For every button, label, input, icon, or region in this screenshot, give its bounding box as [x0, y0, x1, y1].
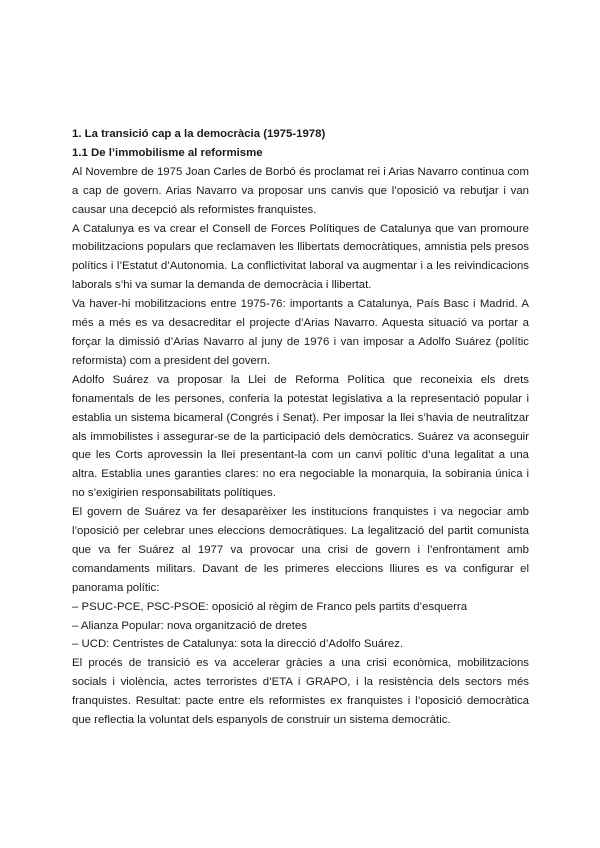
paragraph-5: El govern de Suárez va fer desaparèixer les institucions franquistes i va negociar amb l’oposició per celebrar unes eleccions democràtiques. La legalització del partit comunista que va fer Suárez al 1977 va provocar una crisi de govern i l’enfrontament amb comandaments militars. Davant de les primeres eleccions lliures es va configurar el panorama polític:	[72, 506, 529, 594]
paragraph-3: Va haver-hi mobilitzacions entre 1975-76: importants a Catalunya, País Basc i Madrid. A més a més es va desacreditar el projecte d’Arias Navarro. Aquesta situació va portar a forçar la dimissió d’Arias Navarro al juny de 1976 i van imposar a Adolfo Suárez (polític reformista) com a president del govern.	[72, 298, 529, 367]
subsection-heading: 1.1 De l’immobilisme al reformisme	[72, 146, 263, 159]
paragraph-2: A Catalunya es va crear el Consell de Forces Polítiques de Catalunya que van promoure mobilitzacions populars que reclamaven les llibertats democràtiques, amnistia pels presos polítics i l’Estatut d’Autonomia. La conflictivitat laboral va augmentar i a les reivindicacions laborals s’hi va sumar la demanda de democràcia i llibertat.	[72, 222, 529, 292]
list-item: – UCD: Centristes de Catalunya: sota la direcció d’Adolfo Suárez.	[72, 638, 404, 651]
closing-paragraph: El procés de transició es va accelerar gràcies a una crisi econòmica, mobilitzacions socials i violència, actes terroristes d’ETA i GRAPO, i la resistència dels sectors més franquistes. Resultat: pacte entre els reformistes ex franquistes i l’oposició democràtica que reflectia la voluntat dels espanyols de construir un sistema democràtic.	[72, 657, 529, 727]
list-item: – PSUC-PCE, PSC-PSOE: oposició al règim de Franco pels partits d’esquerra	[72, 600, 468, 613]
paragraph-4: Adolfo Suárez va proposar la Llei de Reforma Política que reconeixia els drets fonamentals de les persones, conferia la potestat legislativa a la representació popular i establia un sistema bicameral (Congrés i Senat). Per imposar la llei s’havia de neutralitzar als immobilistes i assegurar-se de la participació dels demòcratics. Suárez va aconseguir que les Corts aprovessin la llei presentant-la com un canvi polític d’una legalitat a una altra. Establia unes garanties clares: no era negociable la monarquia, la sobirania única i no s’exigirien responsabilitats polítiques.	[72, 373, 529, 500]
list-item: – Alianza Popular: nova organització de dretes	[72, 619, 307, 632]
section-heading: 1. La transició cap a la democràcia (1975-1978)	[72, 128, 326, 140]
paragraph-1: Al Novembre de 1975 Joan Carles de Borbó és proclamat rei i Arias Navarro continua com a cap de govern. Arias Navarro va proposar uns canvis que l’oposició va rebutjar i van causar una decepció als reformistes franquistes.	[72, 165, 529, 216]
document-page	[72, 125, 529, 730]
